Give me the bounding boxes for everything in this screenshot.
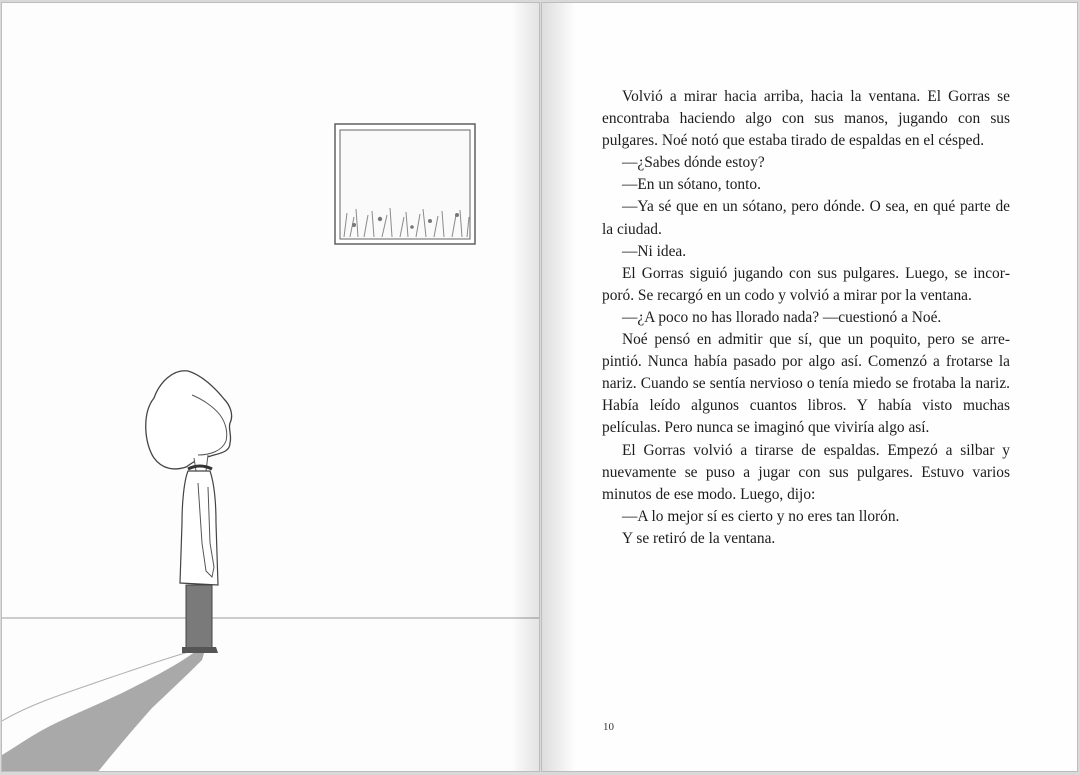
paragraph: El Gorras volvió a tirarse de espaldas. Empezó a silbar y nuevamente se puso a jugar con sus pulgares. Estuvo varios minutos de ese modo. Luego, dijo: [602,441,1010,503]
boy-figure [146,371,232,653]
paragraph: El Gorras siguió jugando con sus pulgares. Luego, se incorporó. Se recargó en un codo y volvió a mirar por la ventana. [602,264,1010,304]
paragraph: —A lo mejor sí es cierto y no eres tan llorón. [622,507,900,525]
left-page-illustration [1,2,540,772]
paragraph: Y se retiró de la ventana. [622,529,776,547]
paragraph: Volvió a mirar hacia arriba, hacia la ventana. El Gorras se encontraba haciendo algo con sus manos, jugando con sus pulgares. Noé notó que estaba tirado de espaldas en el césped. [602,88,1010,150]
paragraph: —¿Sabes dónde estoy? [622,154,765,172]
paragraph: Noé pensó en admitir que sí, que un poquito, pero se arrepintió. Nunca había pasado por algo así. Comenzó a frotarse la nariz. Cuando se sentía nervioso o tenía miedo se frotaba la nariz. Había leído algunos cuantos libros. Y había visto muchas películas. Pero nunca se imaginó que viviría algo así. [602,331,1010,437]
basement-window [335,124,475,244]
paragraph: —¿A poco no has llorado nada? —cuestionó a Noé. [622,308,942,326]
paragraph: —En un sótano, tonto. [622,176,761,194]
paragraph: —Ya sé que en un sótano, pero dónde. O sea, en qué parte de la ciudad. [602,198,1010,238]
page-number: 10 [603,721,614,733]
paragraph: —Ni idea. [622,242,687,260]
gutter-shadow [511,3,539,771]
boy-looking-at-window-illustration [2,3,540,772]
gutter-shadow [542,3,576,771]
right-page-text [541,2,1078,772]
story-text [602,86,1010,550]
